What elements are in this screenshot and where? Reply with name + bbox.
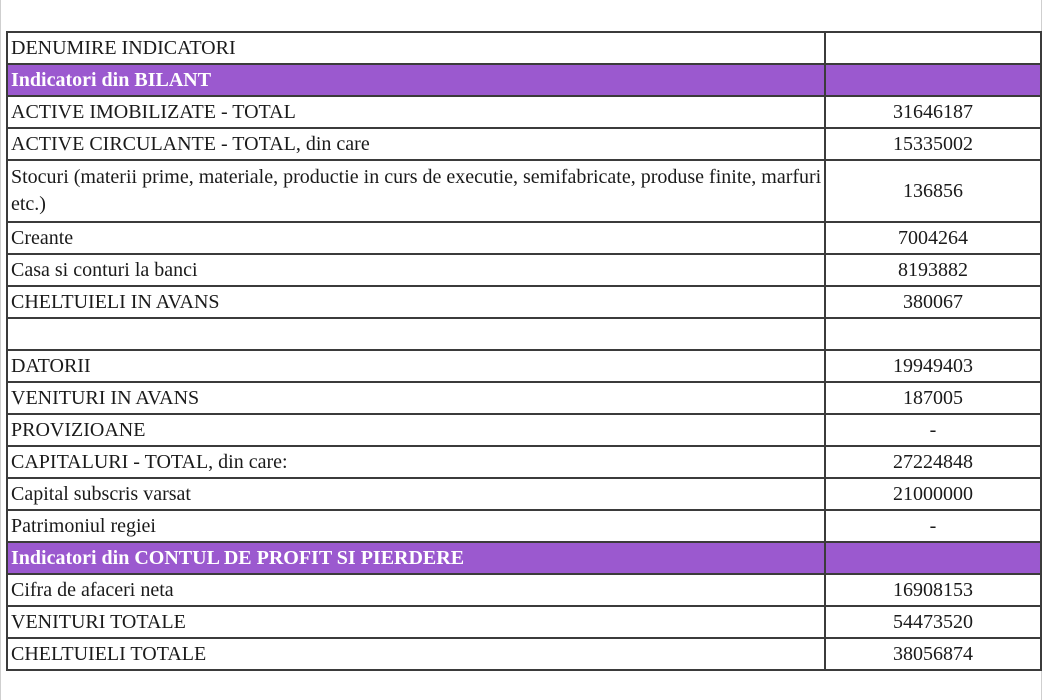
row-value: 38056874	[825, 638, 1041, 670]
table-row	[7, 382, 1041, 414]
header-value	[825, 32, 1041, 64]
row-value: 187005	[825, 382, 1041, 414]
row-value: 7004264	[825, 222, 1041, 254]
section-title: Indicatori din CONTUL DE PROFIT SI PIERDERE	[7, 542, 825, 574]
row-label: Casa si conturi la banci	[7, 254, 825, 286]
row-value: 19949403	[825, 350, 1041, 382]
table-row	[7, 286, 1041, 318]
section-header-profit-loss	[7, 542, 1041, 574]
row-label: Cifra de afaceri neta	[7, 574, 825, 606]
row-label: Capital subscris varsat	[7, 478, 825, 510]
row-value: 16908153	[825, 574, 1041, 606]
table-row	[7, 510, 1041, 542]
page-border-left	[0, 0, 1, 700]
table-row	[7, 638, 1041, 670]
table-row	[7, 160, 1041, 222]
header-label: DENUMIRE INDICATORI	[7, 32, 825, 64]
row-label: Patrimoniul regiei	[7, 510, 825, 542]
table-row	[7, 606, 1041, 638]
row-value: 380067	[825, 286, 1041, 318]
table-row	[7, 96, 1041, 128]
table-row	[7, 574, 1041, 606]
row-value: 15335002	[825, 128, 1041, 160]
row-value: 136856	[825, 160, 1041, 222]
row-label	[7, 318, 825, 350]
table-row	[7, 478, 1041, 510]
row-label: Creante	[7, 222, 825, 254]
section-header-bilant	[7, 64, 1041, 96]
row-value	[825, 318, 1041, 350]
row-label: Stocuri (materii prime, materiale, productie in curs de executie, semifabricate, produse finite, marfuri etc.)	[7, 160, 825, 222]
row-value: 54473520	[825, 606, 1041, 638]
table-row	[7, 254, 1041, 286]
table-row	[7, 446, 1041, 478]
table-row-empty	[7, 318, 1041, 350]
table-row	[7, 222, 1041, 254]
indicators-table	[6, 31, 1042, 671]
row-label: CHELTUIELI TOTALE	[7, 638, 825, 670]
row-value: 8193882	[825, 254, 1041, 286]
section-title: Indicatori din BILANT	[7, 64, 825, 96]
row-value: 31646187	[825, 96, 1041, 128]
table-row	[7, 350, 1041, 382]
row-value: 21000000	[825, 478, 1041, 510]
section-empty-cell	[825, 64, 1041, 96]
table-row	[7, 414, 1041, 446]
row-label: CAPITALURI - TOTAL, din care:	[7, 446, 825, 478]
page-title	[0, 0, 1050, 6]
row-value: -	[825, 510, 1041, 542]
row-label: VENITURI IN AVANS	[7, 382, 825, 414]
table-row	[7, 128, 1041, 160]
row-label: ACTIVE IMOBILIZATE - TOTAL	[7, 96, 825, 128]
table-header-row	[7, 32, 1041, 64]
row-label: CHELTUIELI IN AVANS	[7, 286, 825, 318]
row-label: DATORII	[7, 350, 825, 382]
row-value: -	[825, 414, 1041, 446]
section-empty-cell	[825, 542, 1041, 574]
row-value: 27224848	[825, 446, 1041, 478]
row-label: PROVIZIOANE	[7, 414, 825, 446]
row-label: VENITURI TOTALE	[7, 606, 825, 638]
row-label: ACTIVE CIRCULANTE - TOTAL, din care	[7, 128, 825, 160]
